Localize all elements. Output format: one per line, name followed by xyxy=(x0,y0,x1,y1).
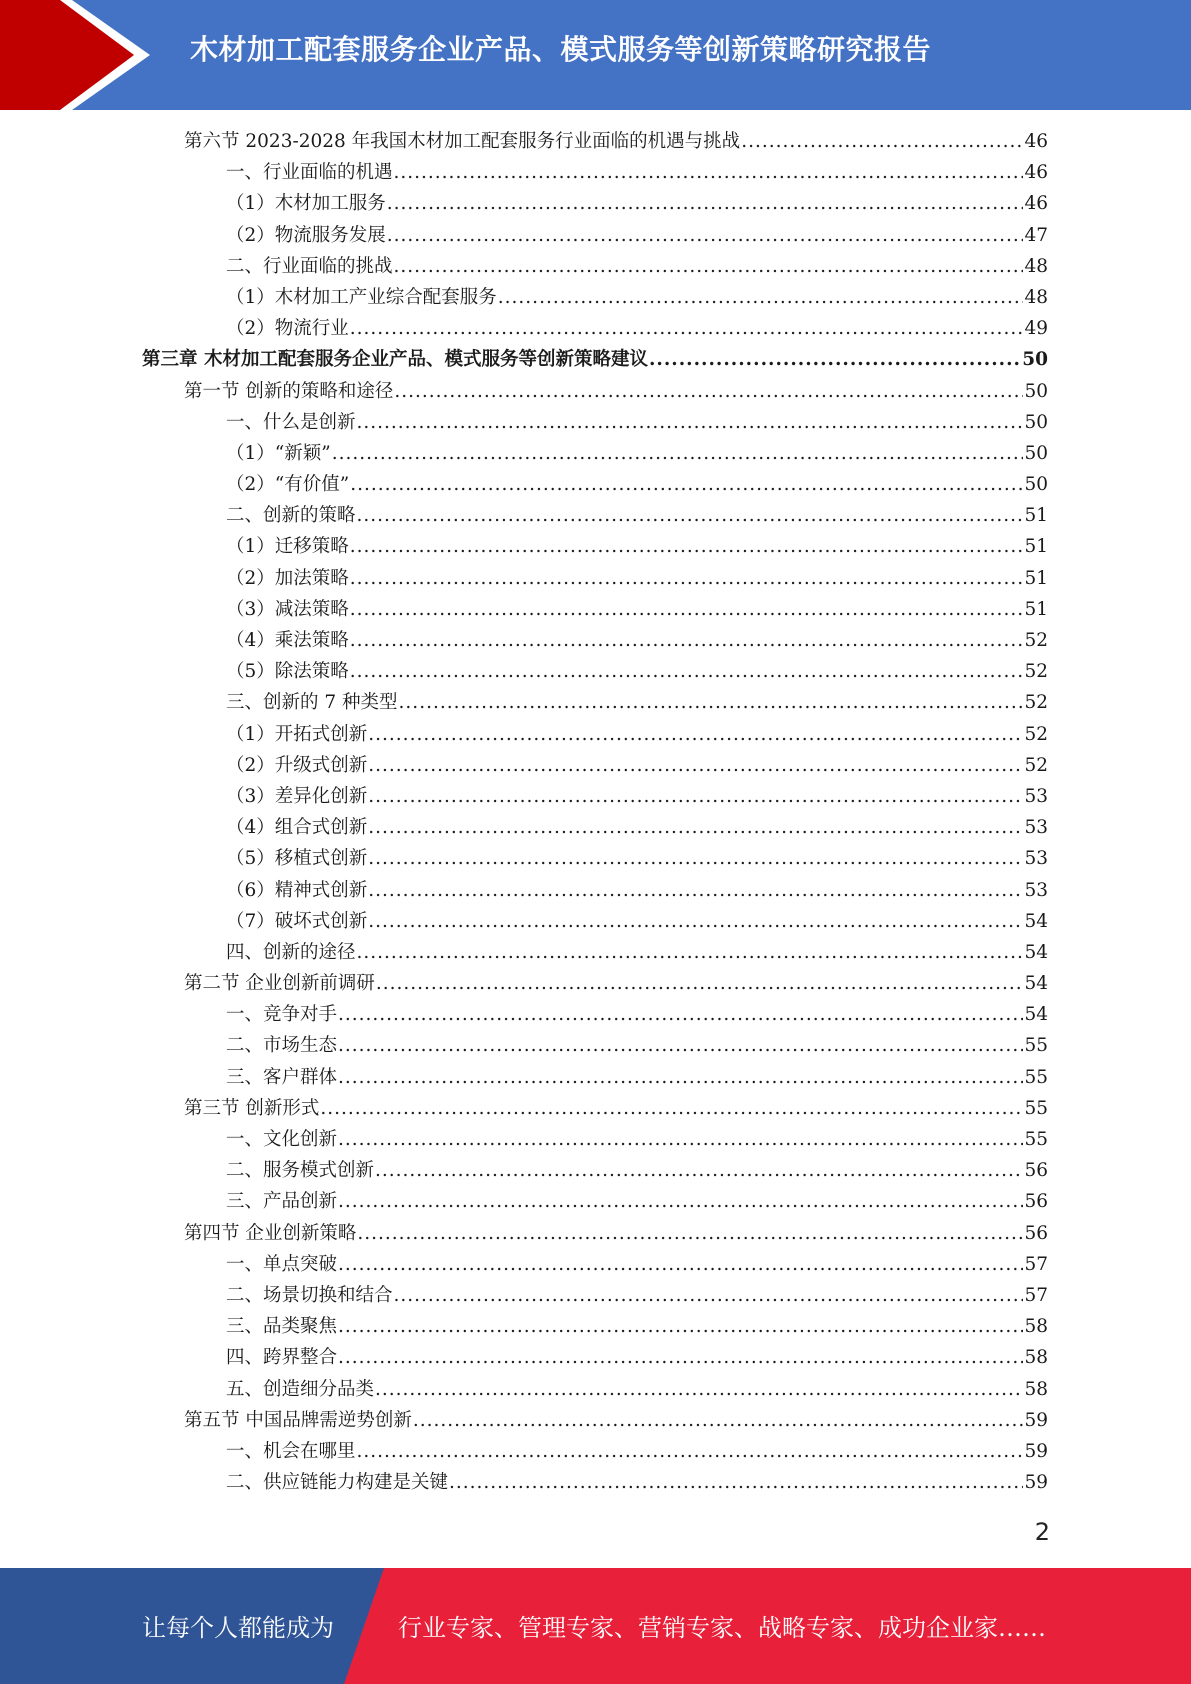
toc-entry-label: 第六节 2023-2028 年我国木材加工配套服务行业面临的机遇与挑战 xyxy=(184,131,741,152)
toc-entry-label: 一、文化创新 xyxy=(226,1129,338,1150)
toc-entry[interactable] xyxy=(142,408,1048,439)
toc-entry[interactable] xyxy=(142,969,1048,1000)
toc-entry[interactable] xyxy=(142,938,1048,969)
toc-entry-page: 54 xyxy=(1024,973,1048,995)
toc-leader-dots xyxy=(498,287,1024,308)
toc-entry-label: （4）乘法策略 xyxy=(226,630,349,651)
toc-entry-page: 56 xyxy=(1024,1160,1048,1182)
toc-leader-dots xyxy=(649,349,1021,370)
toc-entry-label: 二、行业面临的挑战 xyxy=(226,255,393,277)
toc-leader-dots xyxy=(350,536,1024,557)
toc-entry[interactable] xyxy=(142,1063,1048,1094)
toc-entry-page: 50 xyxy=(1024,474,1048,496)
toc-entry-page: 49 xyxy=(1024,318,1048,340)
toc-entry[interactable] xyxy=(142,1281,1048,1312)
footer-slogan-left: 让每个人都能成为 xyxy=(142,1614,334,1642)
toc-entry[interactable] xyxy=(142,1437,1048,1468)
toc-entry-label: （3）差异化创新 xyxy=(226,785,368,807)
toc-entry[interactable] xyxy=(142,221,1048,252)
toc-leader-dots xyxy=(368,911,1023,932)
toc-entry[interactable] xyxy=(142,439,1048,470)
toc-entry-page: 48 xyxy=(1024,255,1048,277)
toc-leader-dots xyxy=(394,1285,1024,1306)
toc-entry-label: 一、竞争对手 xyxy=(226,1004,338,1026)
toc-entry-label: 三、品类聚焦 xyxy=(226,1316,338,1338)
toc-leader-dots xyxy=(394,381,1023,402)
toc-entry-label: （3）减法策略 xyxy=(226,598,349,620)
toc-entry-label: （1）木材加工服务 xyxy=(226,193,386,215)
toc-entry[interactable] xyxy=(142,345,1048,376)
toc-leader-dots xyxy=(387,225,1024,246)
toc-entry-label: 二、市场生态 xyxy=(226,1035,338,1057)
toc-entry-page: 55 xyxy=(1024,1097,1048,1119)
toc-entry-label: （7）破坏式创新 xyxy=(226,910,368,932)
toc-entry-page: 52 xyxy=(1024,723,1048,745)
toc-entry-page: 58 xyxy=(1024,1316,1048,1338)
toc-entry[interactable] xyxy=(142,127,1048,158)
toc-entry[interactable] xyxy=(142,158,1048,189)
toc-entry[interactable] xyxy=(142,1125,1048,1156)
toc-entry-label: 一、机会在哪里 xyxy=(226,1440,356,1462)
toc-entry-label: 第三章 木材加工配套服务企业产品、模式服务等创新策略建议 xyxy=(142,349,648,371)
toc-entry-label: 三、创新的 7 种类型 xyxy=(226,692,398,714)
toc-entry[interactable] xyxy=(142,720,1048,751)
toc-entry-page: 53 xyxy=(1024,848,1048,870)
toc-entry-label: （2）升级式创新 xyxy=(226,754,368,776)
toc-leader-dots xyxy=(394,162,1024,183)
toc-leader-dots xyxy=(357,942,1024,963)
toc-entry-page: 59 xyxy=(1024,1472,1048,1494)
toc-entry[interactable] xyxy=(142,813,1048,844)
toc-leader-dots xyxy=(320,1098,1023,1119)
toc-entry-label: （2）物流行业 xyxy=(226,318,349,340)
toc-entry-page: 54 xyxy=(1024,941,1048,963)
toc-entry-page: 51 xyxy=(1024,505,1048,527)
toc-entry[interactable] xyxy=(142,564,1048,595)
table-of-contents xyxy=(142,127,1048,1499)
toc-entry-page: 46 xyxy=(1024,131,1048,152)
toc-entry[interactable] xyxy=(142,1406,1048,1437)
header-arrow-red xyxy=(0,0,134,110)
toc-entry[interactable] xyxy=(142,1375,1048,1406)
toc-entry[interactable] xyxy=(142,751,1048,782)
toc-entry[interactable] xyxy=(142,595,1048,626)
toc-entry-page: 53 xyxy=(1024,785,1048,807)
toc-entry-page: 48 xyxy=(1024,286,1048,308)
page-footer xyxy=(0,1568,1191,1684)
toc-entry-page: 50 xyxy=(1022,349,1048,371)
toc-entry-label: （2）“有价值” xyxy=(226,474,350,496)
toc-entry-label: （5）除法策略 xyxy=(226,661,349,683)
toc-leader-dots xyxy=(399,692,1024,713)
toc-entry-label: （1）木材加工产业综合配套服务 xyxy=(226,286,497,308)
toc-leader-dots xyxy=(338,1254,1023,1275)
toc-entry-label: 一、单点突破 xyxy=(226,1253,338,1275)
toc-leader-dots xyxy=(357,412,1024,433)
toc-entry[interactable] xyxy=(142,626,1048,657)
toc-leader-dots xyxy=(350,599,1024,620)
toc-entry[interactable] xyxy=(142,377,1048,408)
toc-entry-label: （1）迁移策略 xyxy=(226,536,349,558)
toc-entry-label: 二、创新的策略 xyxy=(226,505,356,527)
toc-entry-page: 46 xyxy=(1024,193,1048,215)
toc-entry[interactable] xyxy=(142,252,1048,283)
toc-leader-dots xyxy=(350,661,1024,682)
toc-leader-dots xyxy=(375,1160,1023,1181)
toc-entry-label: （4）组合式创新 xyxy=(226,817,368,839)
toc-entry[interactable] xyxy=(142,470,1048,501)
toc-entry-page: 52 xyxy=(1024,630,1048,651)
toc-entry-page: 51 xyxy=(1024,536,1048,558)
toc-entry-page: 50 xyxy=(1024,411,1048,433)
toc-entry-page: 52 xyxy=(1024,692,1048,714)
toc-entry[interactable] xyxy=(142,1187,1048,1218)
toc-entry-label: 二、场景切换和结合 xyxy=(226,1284,393,1306)
page-number: 2 xyxy=(1034,1518,1050,1546)
toc-leader-dots xyxy=(357,1223,1023,1244)
toc-entry-page: 56 xyxy=(1024,1191,1048,1213)
toc-entry[interactable] xyxy=(142,314,1048,345)
toc-leader-dots xyxy=(368,786,1023,807)
toc-leader-dots xyxy=(338,1129,1023,1150)
toc-entry-page: 52 xyxy=(1024,661,1048,683)
toc-entry-label: （1）开拓式创新 xyxy=(226,723,368,745)
toc-leader-dots xyxy=(338,1004,1023,1025)
toc-entry-page: 56 xyxy=(1024,1222,1048,1244)
toc-entry-page: 55 xyxy=(1024,1129,1048,1150)
toc-leader-dots xyxy=(387,193,1024,214)
toc-entry-label: （1）“新颖” xyxy=(226,442,331,464)
toc-entry-label: 四、跨界整合 xyxy=(226,1347,338,1369)
toc-entry-page: 55 xyxy=(1024,1066,1048,1088)
toc-leader-dots xyxy=(357,1441,1024,1462)
toc-entry-label: （5）移植式创新 xyxy=(226,848,368,870)
toc-entry[interactable] xyxy=(142,1219,1048,1250)
toc-entry-label: 一、什么是创新 xyxy=(226,411,356,433)
toc-entry-label: 三、客户群体 xyxy=(226,1066,338,1088)
toc-entry-label: （6）精神式创新 xyxy=(226,879,368,901)
toc-entry[interactable] xyxy=(142,1250,1048,1281)
toc-entry[interactable] xyxy=(142,1094,1048,1125)
toc-entry-label: （2）物流服务发展 xyxy=(226,224,386,246)
toc-entry-page: 55 xyxy=(1024,1035,1048,1057)
toc-entry-label: 第二节 企业创新前调研 xyxy=(184,973,375,995)
toc-leader-dots xyxy=(376,973,1024,994)
toc-entry[interactable] xyxy=(142,283,1048,314)
toc-leader-dots xyxy=(350,474,1023,495)
toc-entry[interactable] xyxy=(142,876,1048,907)
toc-entry-page: 46 xyxy=(1024,162,1048,184)
toc-entry[interactable] xyxy=(142,1000,1048,1031)
toc-leader-dots xyxy=(350,318,1024,339)
toc-entry-label: 第三节 创新形式 xyxy=(184,1097,320,1119)
toc-entry-page: 57 xyxy=(1024,1253,1048,1275)
toc-leader-dots xyxy=(741,131,1023,152)
toc-leader-dots xyxy=(368,880,1023,901)
toc-entry[interactable] xyxy=(142,1031,1048,1062)
toc-entry[interactable] xyxy=(142,1156,1048,1187)
toc-leader-dots xyxy=(368,755,1023,776)
toc-entry-page: 47 xyxy=(1024,224,1048,246)
toc-leader-dots xyxy=(338,1316,1023,1337)
toc-entry-label: 第一节 创新的策略和途径 xyxy=(184,380,394,402)
toc-entry-label: 第四节 企业创新策略 xyxy=(184,1222,357,1244)
toc-leader-dots xyxy=(375,1379,1023,1400)
toc-entry[interactable] xyxy=(142,782,1048,813)
toc-entry-label: 一、行业面临的机遇 xyxy=(226,162,393,184)
toc-entry[interactable] xyxy=(142,189,1048,220)
toc-leader-dots xyxy=(338,1035,1023,1056)
toc-leader-dots xyxy=(350,568,1024,589)
toc-entry[interactable] xyxy=(142,844,1048,875)
toc-entry-page: 59 xyxy=(1024,1440,1048,1462)
toc-leader-dots xyxy=(394,256,1024,277)
toc-leader-dots xyxy=(338,1191,1023,1212)
toc-entry[interactable] xyxy=(142,1312,1048,1343)
toc-entry-page: 52 xyxy=(1024,754,1048,776)
toc-entry-page: 58 xyxy=(1024,1378,1048,1400)
toc-leader-dots xyxy=(338,1347,1023,1368)
toc-entry[interactable] xyxy=(142,1343,1048,1374)
toc-entry[interactable] xyxy=(142,532,1048,563)
toc-entry-label: （2）加法策略 xyxy=(226,567,349,589)
toc-entry[interactable] xyxy=(142,501,1048,532)
toc-entry-page: 54 xyxy=(1024,1004,1048,1026)
toc-entry-page: 51 xyxy=(1024,567,1048,589)
toc-leader-dots xyxy=(332,443,1024,464)
toc-entry-page: 53 xyxy=(1024,817,1048,839)
toc-entry-label: 二、供应链能力构建是关键 xyxy=(226,1472,449,1494)
toc-entry[interactable] xyxy=(142,907,1048,938)
toc-entry-label: 三、产品创新 xyxy=(226,1191,338,1213)
toc-entry[interactable] xyxy=(142,1468,1048,1499)
toc-entry-label: 四、创新的途径 xyxy=(226,941,356,963)
toc-leader-dots xyxy=(368,724,1023,745)
toc-entry-page: 50 xyxy=(1024,380,1048,402)
toc-leader-dots xyxy=(350,630,1024,651)
report-title: 木材加工配套服务企业产品、模式服务等创新策略研究报告 xyxy=(190,33,932,66)
toc-leader-dots xyxy=(357,505,1024,526)
toc-entry-page: 51 xyxy=(1024,598,1048,620)
toc-entry-page: 50 xyxy=(1024,442,1048,464)
toc-entry-label: 五、创造细分品类 xyxy=(226,1378,375,1400)
toc-leader-dots xyxy=(368,817,1023,838)
toc-entry-label: 第五节 中国品牌需逆势创新 xyxy=(184,1409,412,1431)
toc-leader-dots xyxy=(338,1067,1023,1088)
toc-entry-page: 59 xyxy=(1024,1409,1048,1431)
toc-entry-page: 54 xyxy=(1024,910,1048,932)
toc-entry-page: 53 xyxy=(1024,879,1048,901)
toc-leader-dots xyxy=(413,1410,1024,1431)
toc-entry[interactable] xyxy=(142,657,1048,688)
toc-entry-page: 57 xyxy=(1024,1284,1048,1306)
page-header xyxy=(0,0,1191,110)
footer-slogan-right: 行业专家、管理专家、营销专家、战略专家、成功企业家…… xyxy=(398,1614,1046,1642)
toc-leader-dots xyxy=(368,848,1023,869)
toc-entry[interactable] xyxy=(142,688,1048,719)
toc-leader-dots xyxy=(449,1472,1023,1493)
toc-entry-page: 58 xyxy=(1024,1347,1048,1369)
toc-entry-label: 二、服务模式创新 xyxy=(226,1160,375,1182)
